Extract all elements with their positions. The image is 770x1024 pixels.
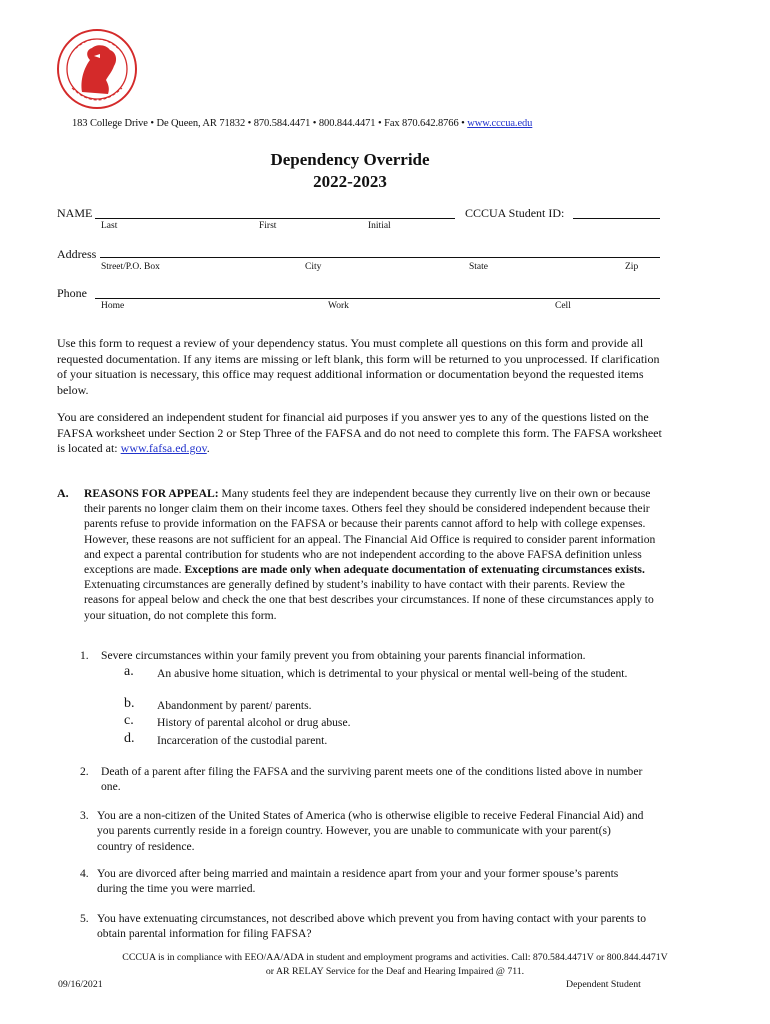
section-a-letter: A. bbox=[57, 486, 69, 500]
student-id-field[interactable] bbox=[573, 218, 660, 219]
phone-field[interactable] bbox=[95, 298, 660, 299]
compliance-line-2: or AR RELAY Service for the Deaf and Hearing Impaired @ 711. bbox=[265, 966, 525, 977]
subitem-a-text: An abusive home situation, which is detrimental to your physical or mental well-being of the student. bbox=[157, 667, 628, 680]
address-text: 183 College Drive • De Queen, AR 71832 • 870.584.4471 • 800.844.4471 • Fax 870.642.8766 • bbox=[72, 118, 468, 129]
section-a-heading: REASONS FOR APPEAL: bbox=[84, 487, 219, 500]
phone-label: Phone bbox=[57, 286, 87, 300]
item-2-text: Death of a parent after filing the FAFSA and the surviving parent meets one of the conditions listed above in number one. bbox=[101, 765, 643, 794]
subitem-b-letter: b. bbox=[124, 696, 135, 711]
address-sub-zip: Zip bbox=[625, 262, 639, 272]
address-label: Address bbox=[57, 247, 97, 261]
item-5-number: 5. bbox=[80, 912, 89, 925]
name-sub-last: Last bbox=[101, 221, 118, 231]
phone-sub-home: Home bbox=[101, 301, 125, 311]
address-sub-city: City bbox=[305, 262, 322, 272]
section-a-text-1: Many students feel they are independent because they currently live on their own or because their parents no longer claim them on their income taxes. Others feel they should be considered independent because their parents refuse to provide information on the FAFSA or because their parents cannot afford to help with college expenses. However, these reasons are not sufficient for an appeal. The Financial Aid Office is required to consider parent information and expect a parental contribution for students who are not independent according to the above FAFSA definition unless exceptions are made. bbox=[84, 487, 656, 577]
item-3-number: 3. bbox=[80, 809, 89, 822]
subitem-d-text: Incarceration of the custodial parent. bbox=[157, 734, 328, 747]
intro-p2-end: . bbox=[206, 441, 210, 455]
name-field[interactable] bbox=[95, 218, 455, 219]
item-4-number: 4. bbox=[80, 867, 89, 880]
section-a-text bbox=[84, 486, 658, 623]
item-1-text: Severe circumstances within your family prevent you from obtaining your parents financial information. bbox=[101, 649, 586, 662]
name-sub-first: First bbox=[259, 221, 277, 231]
form-title: Dependency Override bbox=[270, 150, 430, 169]
subitem-d-letter: d. bbox=[124, 731, 135, 746]
item-5-text: You have extenuating circumstances, not described above which prevent you from having contact with your parents to obtain parental information for filing FAFSA? bbox=[97, 912, 647, 941]
address-sub-state: State bbox=[469, 262, 488, 272]
phone-sub-work: Work bbox=[328, 301, 349, 311]
item-2-number: 2. bbox=[80, 765, 89, 778]
academic-year: 2022-2023 bbox=[313, 172, 387, 191]
item-3-text: You are a non-citizen of the United States of America (who is otherwise eligible to receive Federal Financial Aid) and you parents currently reside in a foreign country. However, you are unable to communicate with your parent(s) country of residence. bbox=[97, 809, 644, 853]
subitem-a-letter: a. bbox=[124, 664, 134, 679]
subitem-b-text: Abandonment by parent/ parents. bbox=[157, 699, 312, 712]
subitem-c-text: History of parental alcohol or drug abuse. bbox=[157, 716, 351, 729]
intro-p2-text: You are considered an independent student for financial aid purposes if you answer yes to any of the questions listed on the FAFSA worksheet under Section 2 or Step Three of the FAFSA and do not need to complete this form. The FAFSA worksheet is located at: bbox=[57, 410, 662, 455]
section-a-bold: Exceptions are made only when adequate documentation of extenuating circumstances exists. bbox=[184, 563, 645, 577]
intro-paragraph-1: Use this form to request a review of your dependency status. You must complete all questions on this form and provide all requested documentation. If any items are missing or left blank, this form will be returned to you unprocessed. If clarification of your situation is necessary, this office may request additional information or documentation beyond the requested items below. bbox=[57, 336, 660, 397]
intro-paragraph-2 bbox=[57, 410, 663, 457]
website-link[interactable]: www.cccua.edu bbox=[467, 118, 533, 129]
section-a-text-3: Extenuating circumstances are generally defined by student’s inability to have contact with their parents. Review the reasons for appeal below and check the one that best describes your circumstances. If none of these circumstances apply to your situation, do not complete this form. bbox=[84, 578, 654, 622]
college-seal-logo bbox=[56, 22, 138, 116]
compliance-line-1: CCCUA is in compliance with EEO/AA/ADA in student and employment programs and activities. Call: 870.584.4471V or 800.844.4471V bbox=[122, 952, 668, 963]
address-field[interactable] bbox=[100, 257, 660, 258]
form-type: Dependent Student bbox=[566, 979, 641, 990]
name-label: NAME bbox=[57, 206, 93, 220]
student-id-label: CCCUA Student ID: bbox=[465, 206, 565, 220]
item-1-number: 1. bbox=[80, 649, 89, 662]
item-4-text: You are divorced after being married and maintain a residence apart from your and your former spouse’s parents during the time you were married. bbox=[97, 867, 619, 896]
form-date: 09/16/2021 bbox=[58, 979, 103, 990]
fafsa-link[interactable]: www.fafsa.ed.gov bbox=[120, 441, 207, 455]
phone-sub-cell: Cell bbox=[555, 301, 571, 311]
subitem-c-letter: c. bbox=[124, 713, 134, 728]
name-sub-initial: Initial bbox=[368, 221, 391, 231]
college-address bbox=[72, 118, 532, 129]
address-sub-street: Street/P.O. Box bbox=[101, 262, 160, 272]
